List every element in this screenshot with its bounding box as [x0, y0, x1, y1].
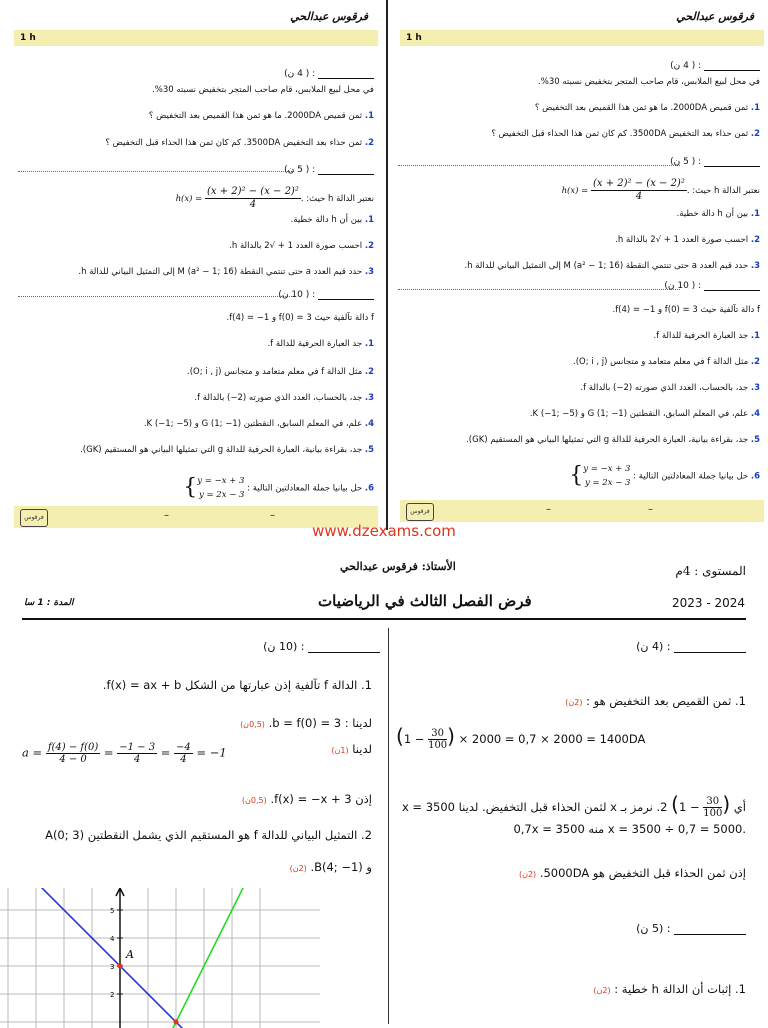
ex2-points-sheet: : (5 ن) — [636, 922, 746, 935]
hour-bar: 1 h — [400, 30, 764, 46]
ex3-points: : ( 10 ن) — [664, 280, 760, 291]
ex3-q6: 6. حل بيانيا جملة المعادلتين التالية : { y = −x + 3 y = 2x − 3 — [183, 475, 374, 500]
sol-a4: إذن f(x) = −x + 3. (0,5ن) — [241, 792, 372, 806]
ex1-q1: 1. ثمن قميص 2000DA. ما هو ثمن هذا القميص بعد التخفيض ؟ — [534, 103, 760, 113]
footer-bar: فرقوس – – — [14, 506, 378, 528]
y-tick-label: 5 — [110, 907, 115, 915]
teacher-name: فرقوس عبدالحي — [676, 10, 754, 23]
y-tick-label: 3 — [110, 963, 115, 971]
ex1-intro: في محل لبيع الملابس، قام صاحب المتجر بتخفيض نسبته 30%. — [538, 77, 760, 87]
line-g — [8, 888, 260, 1028]
ex2-q1: 1. بين أن h دالة خطية. — [676, 209, 760, 219]
ex1-q1: 1. ثمن قميص 2000DA. ما هو ثمن هذا القميص بعد التخفيض ؟ — [148, 111, 374, 121]
sol-a5: 2. التمثيل البياني للدالة f هو المستقيم الذي يشمل النقطتين A(0; 3) — [45, 828, 372, 842]
school-year: 2023 - 2024 — [672, 596, 746, 610]
point-a-label: A — [126, 948, 134, 961]
sheet-teacher: الأستاذ: فرقوس عبدالحي — [340, 560, 456, 573]
line-f — [8, 888, 260, 1028]
function-graph — [0, 888, 320, 1028]
sol-1: 1. ثمن القميص بعد التخفيض هو : (2ن) — [565, 694, 746, 708]
ex1-q2: 2. ثمن حذاء بعد التخفيض 3500DA. كم كان ثمن هذا الحذاء قبل التخفيض ؟ — [105, 138, 374, 148]
ex1-intro: في محل لبيع الملابس، قام صاحب المتجر بتخفيض نسبته 30%. — [152, 85, 374, 95]
seal-icon: فرقوس — [406, 503, 434, 521]
ex3-intro: f دالة تآلفية حيث f(0) = 3 و f(4) = −1. — [612, 305, 760, 315]
hour-bar: 1 h — [14, 30, 378, 46]
ex1-points: : ( 4 ن) — [284, 68, 374, 79]
y-tick-label: 4 — [110, 935, 115, 943]
ex3-q5: 5. جد، بقراءة بيانية، العبارة الحرفية للدالة g التي تمثيلها البياني هو المستقيم (GK). — [466, 435, 760, 445]
ex2-points: : ( 5 ن) — [284, 164, 374, 175]
ex3-q6: 6. حل بيانيا جملة المعادلتين التالية : { y = −x + 3 y = 2x − 3 — [569, 463, 760, 488]
solution-sheet — [0, 548, 768, 1024]
ex2-q2: 2. احسب صورة العدد 1 + √2 بالدالة h. — [229, 241, 374, 251]
sheet-title: فرض الفصل الثالث في الرياضيات — [318, 592, 532, 610]
column-divider — [388, 628, 389, 1024]
ex2-q1: 1. بين أن h دالة خطية. — [290, 215, 374, 225]
ex3-q2: 2. مثل الدالة f في معلم متعامد و متجانس (O; i , j). — [573, 357, 760, 367]
level-label: المستوى : 4م — [675, 564, 746, 578]
seal-icon: فرقوس — [20, 509, 48, 527]
exam-copy-right — [392, 0, 768, 530]
ex3-q1: 1. جد العبارة الحرفية للدالة f. — [267, 339, 374, 349]
y-tick-label: 2 — [110, 991, 115, 999]
ex2-q3: 3. حدد قيم العدد a حتى تنتمي النقطة M (a² − 1; 16) إلى التمثيل البياني للدالة h. — [78, 267, 374, 277]
footer-bar: فرقوس – – — [400, 500, 764, 522]
ex1-points: : ( 4 ن) — [670, 60, 760, 71]
sol-2-conclusion: إذن ثمن الحذاء قبل التخفيض هو 5000DA. (2ن) — [518, 866, 746, 880]
sol-3: 1. إثبات أن الدالة h خطية : (2ن) — [593, 982, 746, 996]
sol-2: أي (1 − $\frac{30}{100}$ ) 2. نرمز بـ x لثمن الحذاء قبل التخفيض. لدينا 3500 = x — [401, 792, 746, 819]
divider-dots — [398, 288, 680, 290]
ex3-q3: 3. جد، بالحساب، العدد الذي صورته (2−) بالدالة f. — [580, 383, 760, 393]
ex3-q2: 2. مثل الدالة f في معلم متعامد و متجانس (O; i , j). — [187, 367, 374, 377]
sol-a1: 1. الدالة f تآلفية إذن عبارتها من الشكل f(x) = ax + b. — [102, 678, 372, 692]
sol-a6: و B(4; −1). (2ن) — [289, 860, 372, 874]
divider-dots — [18, 295, 294, 297]
divider-dots — [398, 164, 680, 166]
ex2-q2: 2. احسب صورة العدد 1 + √2 بالدالة h. — [615, 235, 760, 245]
sol-2-calc: .x = 3500 ÷ 0,7 = 5000 منه 0,7x = 3500 — [513, 822, 746, 836]
ex2-intro: نعتبر الدالة h حيث: h(x) = $\frac{\text{(x + 2)² − (x − 2)²}}{4}$ . — [561, 178, 760, 202]
header-rule — [22, 618, 746, 620]
sol-a3: لدينا (1ن) a = $\frac{f(4) - f(0)}{4 - 0}$ = $\frac{-1 - 3}{4}$ = $\frac{-4}{4}$ = −1 — [22, 742, 372, 765]
panel-divider — [386, 0, 388, 530]
ex3-points: : ( 10 ن) — [278, 289, 374, 300]
ex1-points-sheet: : (4 ن) — [636, 640, 746, 653]
ex3-q1: 1. جد العبارة الحرفية للدالة f. — [653, 331, 760, 341]
ex1-q2: 2. ثمن حذاء بعد التخفيض 3500DA. كم كان ثمن هذا الحذاء قبل التخفيض ؟ — [491, 129, 760, 139]
ex2-intro: نعتبر الدالة h حيث: h(x) = $\frac{\text{(x + 2)² − (x − 2)²}}{4}$ . — [175, 186, 374, 210]
ex3-q4: 4. علم، في المعلم السابق، النقطتين G (1; −1) و K (−1; −5). — [529, 409, 760, 419]
ex3-q4: 4. علم، في المعلم السابق، النقطتين G (1; −1) و K (−1; −5). — [143, 419, 374, 429]
ex3-q3: 3. جد، بالحساب، العدد الذي صورته (2−) بالدالة f. — [194, 393, 374, 403]
ex2-points: : ( 5 ن) — [670, 156, 760, 167]
sol-1-calc: (1 − $\frac{30}{100}$ ) × 2000 = 0,7 × 2000 = 1400DA — [396, 724, 646, 751]
exam-copy-left — [6, 0, 384, 530]
divider-dots — [18, 170, 294, 172]
teacher-name: فرقوس عبدالحي — [290, 10, 368, 23]
ex3-points-sheet: : (10 ن) — [263, 640, 380, 653]
ex3-q5: 5. جد، بقراءة بيانية، العبارة الحرفية للدالة g التي تمثيلها البياني هو المستقيم (GK). — [80, 445, 374, 455]
point-a — [118, 964, 123, 969]
ex2-q3: 3. حدد قيم العدد a حتى تنتمي النقطة M (a² − 1; 16) إلى التمثيل البياني للدالة h. — [464, 261, 760, 271]
ex3-intro: f دالة تآلفية حيث f(0) = 3 و f(4) = −1. — [226, 313, 374, 323]
sol-a2: لدينا : b = f(0) = 3. (0,5ن) — [240, 716, 372, 730]
watermark-url: www.dzexams.com — [312, 522, 456, 540]
duration: المدة : 1 سا — [24, 598, 74, 608]
